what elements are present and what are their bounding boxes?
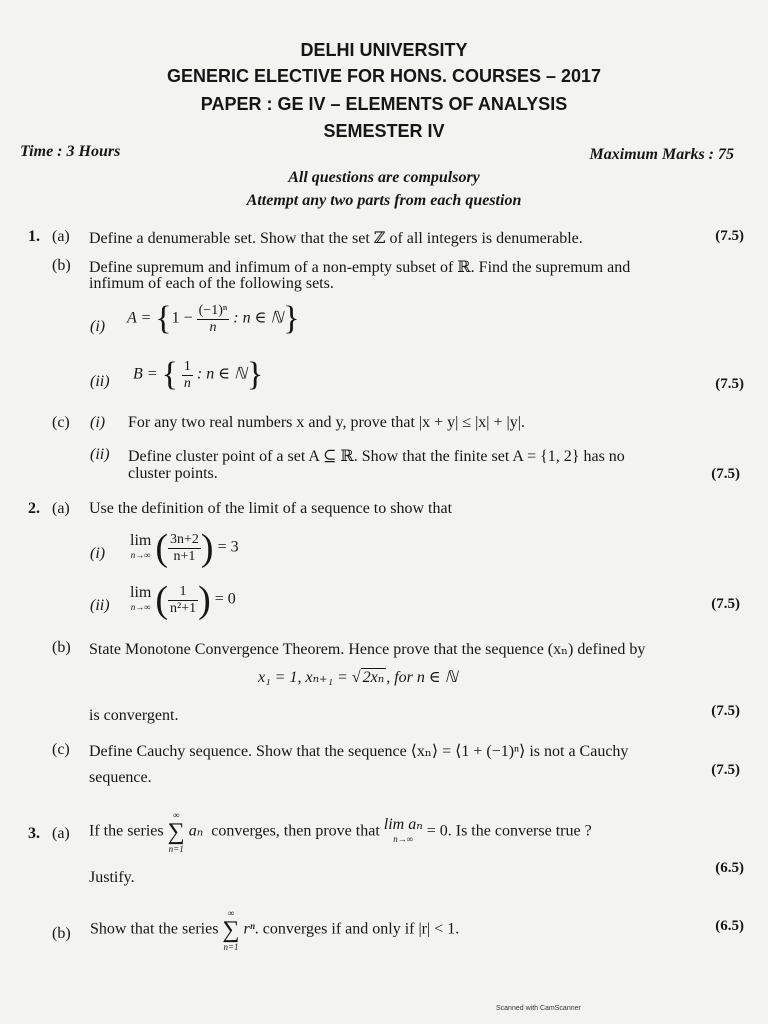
semester-title: SEMESTER IV xyxy=(323,121,445,141)
q2c-text-line2: sequence. xyxy=(89,769,152,786)
q1b-text-line1: Define supremum and infimum of a non-empty subset of ℝ. Find the supremum and xyxy=(89,259,631,276)
q1c-ii-text-line2: cluster points. xyxy=(128,465,218,482)
q3a-label: (a) xyxy=(52,825,70,842)
course-title: GENERIC ELECTIVE FOR HONS. COURSES – 2017 xyxy=(166,66,602,86)
q2c-marks: (7.5) xyxy=(711,762,740,778)
university-title: DELHI UNIVERSITY xyxy=(300,40,468,60)
scanner-watermark: Scanned with CamScanner xyxy=(496,1005,581,1012)
q2b-text: State Monotone Convergence Theorem. Hence prove that the sequence (xₙ) defined by xyxy=(89,641,646,658)
q2-number: 2. xyxy=(28,500,40,517)
q2a-label: (a) xyxy=(52,500,70,517)
q2b-formula: x₁ = 1, xₙ₊₁ = √ 2xₙ , for n ∈ ℕ xyxy=(258,669,458,686)
q1c-i-text: For any two real numbers x and y, prove that |x + y| ≤ |x| + |y|. xyxy=(128,414,525,431)
q2a-ii-limit: lim n→∞ ( $\frac{1}{\text{n²+1}}$ ) = 0 xyxy=(130,579,236,621)
q1b-text-line2: infimum of each of the following sets. xyxy=(89,275,334,292)
q2a-marks: (7.5) xyxy=(711,596,740,612)
q1a-label: (a) xyxy=(52,228,70,245)
instruction-compulsory: All questions are compulsory xyxy=(288,169,480,186)
q1c-i-label: (i) xyxy=(90,414,106,431)
q2c-text-line1: Define Cauchy sequence. Show that the sequence ⟨xₙ⟩ = ⟨1 + (−1)ⁿ⟩ is not a Cauchy xyxy=(89,743,629,760)
q2a-ii-label: (ii) xyxy=(90,597,110,614)
max-marks-label: Maximum Marks : 75 xyxy=(589,146,734,163)
q1b-i-set: A = {1 − $\frac{\text{(−1)ⁿ}}{n}$ : n ∈ ℕ} xyxy=(127,300,300,337)
q1c-marks: (7.5) xyxy=(711,466,740,482)
q3-number: 3. xyxy=(28,825,40,842)
q3b-statement: Show that the series ∞ ∑ n=1 rⁿ. converges if and only if |r| < 1. xyxy=(90,908,460,952)
q1a-text: Define a denumerable set. Show that the set ℤ of all integers is denumerable. xyxy=(89,230,583,247)
instruction-attempt: Attempt any two parts from each question xyxy=(246,192,522,209)
q3b-marks: (6.5) xyxy=(715,918,744,934)
q1b-marks: (7.5) xyxy=(715,376,744,392)
q1c-ii-label: (ii) xyxy=(90,446,110,463)
q3a-marks: (6.5) xyxy=(715,860,744,876)
q2a-text: Use the definition of the limit of a sequence to show that xyxy=(89,500,453,517)
q1c-ii-text-line1: Define cluster point of a set A ⊆ ℝ. Show that the finite set A = {1, 2} has no xyxy=(128,448,625,465)
q3b-label: (b) xyxy=(52,925,71,942)
q1b-ii-label: (ii) xyxy=(90,373,110,390)
q1a-marks: (7.5) xyxy=(715,228,744,244)
q1b-i-label: (i) xyxy=(90,318,106,335)
q3a-statement: If the series ∞ ∑ n=1 aₙ converges, then prove that lim aₙ n→∞ = 0. Is the converse true ? xyxy=(89,810,592,854)
q2c-label: (c) xyxy=(52,741,70,758)
q1-number: 1. xyxy=(28,228,40,245)
time-label: Time : 3 Hours xyxy=(20,143,121,160)
q3a-justify: Justify. xyxy=(89,869,135,886)
q1b-label: (b) xyxy=(52,257,71,274)
q2b-marks: (7.5) xyxy=(711,703,740,719)
q1b-ii-set: B = { $\frac{1}{n}$ : n ∈ ℕ} xyxy=(133,356,264,393)
q2a-i-limit: lim n→∞ ( $\frac{3n+2}{n+1}$ ) = 3 xyxy=(130,527,239,569)
q2b-text-line2: is convergent. xyxy=(89,707,179,724)
q1c-label: (c) xyxy=(52,414,70,431)
q2b-label: (b) xyxy=(52,639,71,656)
q2a-i-label: (i) xyxy=(90,545,106,562)
paper-title: PAPER : GE IV – ELEMENTS OF ANALYSIS xyxy=(200,94,568,114)
